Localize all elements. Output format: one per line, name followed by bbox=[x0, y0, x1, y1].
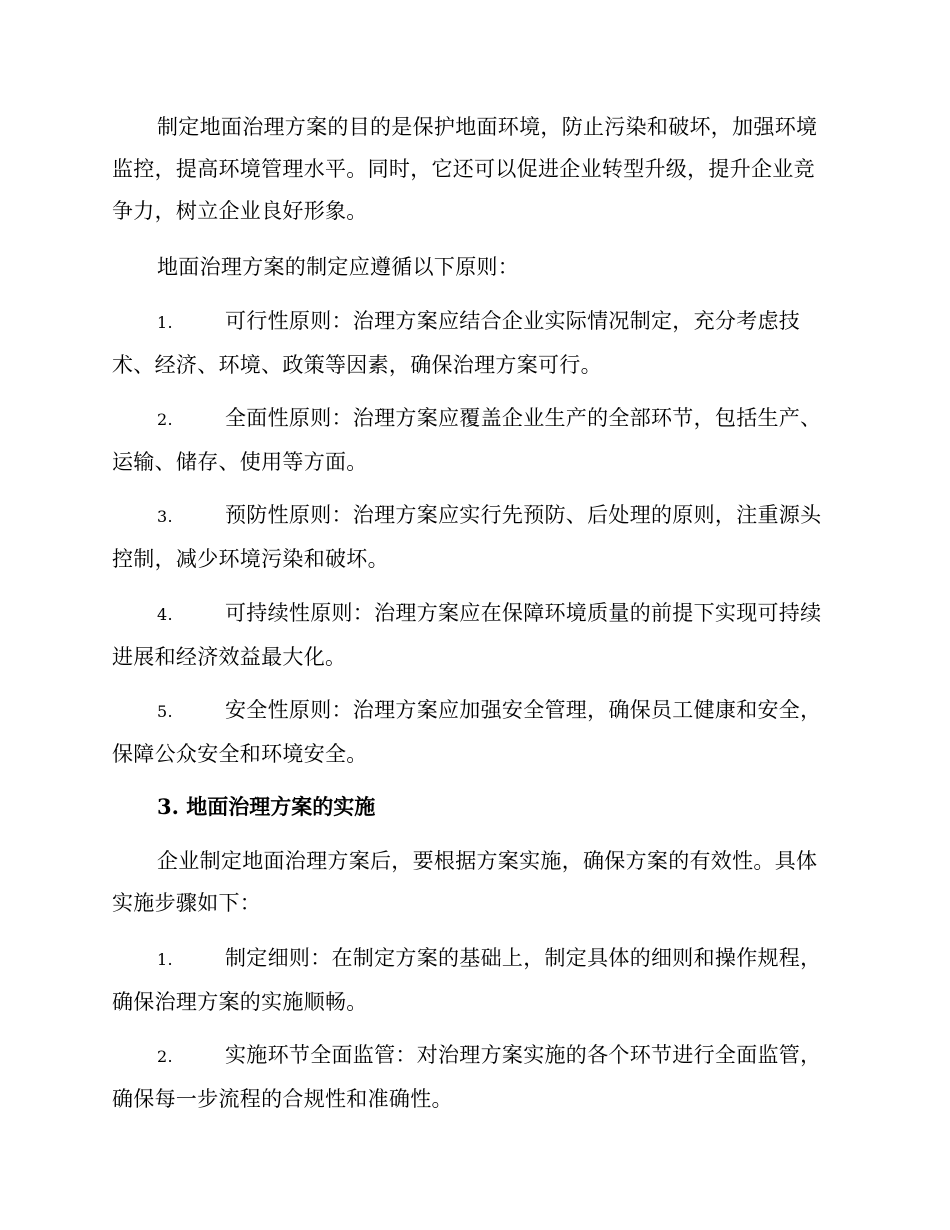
list-item-step-2 bbox=[112, 1034, 832, 1120]
intro-paragraph: 制定地面治理方案的目的是保护地面环境，防止污染和破坏，加强环境监控，提高环境管理水平。同时，它还可以促进企业转型升级，提升企业竞争力，树立企业良好形象。 bbox=[112, 115, 818, 223]
list-item-principle-5 bbox=[112, 689, 832, 775]
list-number: 3. bbox=[157, 507, 173, 526]
list-item-text: 实施环节全面监管：对治理方案实施的各个环节进行全面监管，确保每一步流程的合规性和准确性。 bbox=[112, 1043, 822, 1111]
list-item-principle-3 bbox=[112, 494, 832, 580]
list-number: 4. bbox=[157, 605, 173, 624]
section-heading: 3. 地面治理方案的实施 bbox=[157, 794, 376, 819]
list-number: 1. bbox=[157, 950, 173, 969]
list-item-step-1 bbox=[112, 937, 832, 1023]
list-item-text: 可行性原则：治理方案应结合企业实际情况制定，充分考虑技术、经济、环境、政策等因素，确保治理方案可行。 bbox=[112, 309, 801, 377]
list-number: 2. bbox=[157, 410, 173, 429]
list-number: 1. bbox=[157, 313, 173, 332]
list-item-text: 全面性原则：治理方案应覆盖企业生产的全部环节，包括生产、运输、储存、使用等方面。 bbox=[112, 406, 822, 474]
list-item-text: 可持续性原则：治理方案应在保障环境质量的前提下实现可持续进展和经济效益最大化。 bbox=[112, 601, 822, 669]
list-item-text: 制定细则：在制定方案的基础上，制定具体的细则和操作规程，确保治理方案的实施顺畅。 bbox=[112, 946, 822, 1014]
list-item-principle-2 bbox=[112, 397, 832, 483]
list-item-principle-4 bbox=[112, 592, 832, 678]
list-item-text: 预防性原则：治理方案应实行先预防、后处理的原则，注重源头控制，减少环境污染和破坏。 bbox=[112, 503, 822, 571]
list-number: 2. bbox=[157, 1047, 173, 1066]
list-item-principle-1 bbox=[112, 300, 832, 386]
implementation-paragraph: 企业制定地面治理方案后，要根据方案实施，确保方案的有效性。具体实施步骤如下： bbox=[112, 849, 818, 915]
principles-intro: 地面治理方案的制定应遵循以下原则： bbox=[157, 255, 520, 279]
list-number: 5. bbox=[157, 702, 173, 721]
list-item-text: 安全性原则：治理方案应加强安全管理，确保员工健康和安全，保障公众安全和环境安全。 bbox=[112, 698, 822, 766]
